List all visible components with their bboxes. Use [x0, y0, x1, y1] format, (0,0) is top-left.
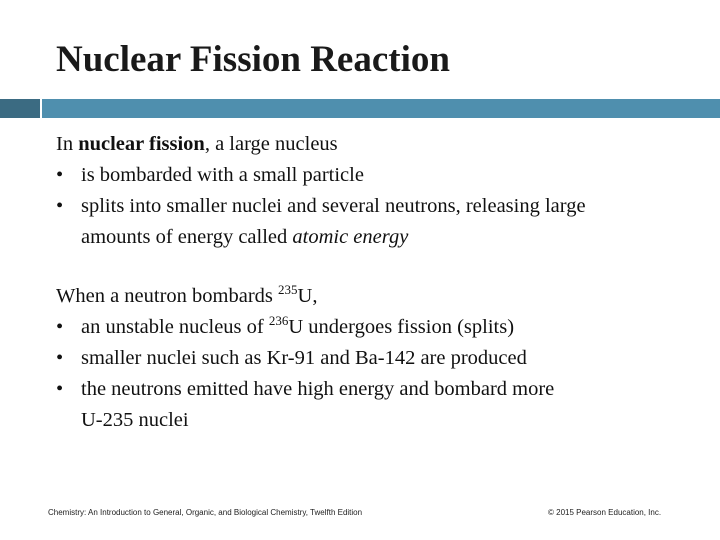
- list-item-text: is bombarded with a small particle: [81, 164, 364, 186]
- divider-square: [0, 99, 40, 118]
- footer-copyright: © 2015 Pearson Education, Inc.: [548, 508, 662, 517]
- bullet-icon: •: [56, 316, 64, 338]
- list-item: [56, 374, 696, 405]
- list-item-text: an unstable nucleus of: [81, 316, 269, 338]
- mass-number-superscript: 235: [278, 282, 298, 297]
- list-item: [56, 343, 696, 374]
- intro-text-end: U,: [297, 285, 318, 307]
- slide-title: Nuclear Fission Reaction: [56, 39, 450, 80]
- list-item: [56, 191, 696, 222]
- list-item-continuation: [56, 405, 696, 436]
- list-item-text: amounts of energy called: [81, 226, 293, 248]
- paragraph-neutron-bombard: [56, 281, 696, 436]
- italic-term: atomic energy: [292, 226, 409, 248]
- list-item: [56, 160, 696, 191]
- footer-book-citation: Chemistry: An Introduction to General, Organic, and Biological Chemistry, Twelfth Edition: [48, 508, 363, 517]
- bullet-icon: •: [56, 347, 64, 369]
- intro-text: In: [56, 133, 79, 155]
- divider-bar: [42, 99, 720, 118]
- list-item-continuation: [56, 222, 696, 253]
- list-item-text: splits into smaller nuclei and several neutrons, releasing large: [81, 195, 586, 217]
- bullet-icon: •: [56, 164, 64, 186]
- paragraph-intro: [56, 281, 696, 312]
- list-item: [56, 312, 696, 343]
- mass-number-superscript: 236: [268, 313, 289, 328]
- bullet-icon: •: [56, 195, 64, 217]
- list-item-text: smaller nuclei such as Kr-91 and Ba-142 are produced: [81, 347, 527, 369]
- list-item-text: the neutrons emitted have high energy and bombard more: [81, 378, 555, 400]
- title-divider-bar: [0, 99, 720, 118]
- bullet-icon: •: [56, 378, 64, 400]
- paragraph-intro: [56, 129, 696, 160]
- list-item-text-end: U undergoes fission (splits): [288, 316, 515, 338]
- list-item-text: U-235 nuclei: [81, 409, 189, 431]
- intro-text: When a neutron bombards: [56, 285, 279, 307]
- intro-text-end: , a large nucleus: [204, 133, 338, 155]
- paragraph-nuclear-fission: [56, 129, 696, 253]
- intro-bold-term: nuclear fission: [78, 133, 205, 155]
